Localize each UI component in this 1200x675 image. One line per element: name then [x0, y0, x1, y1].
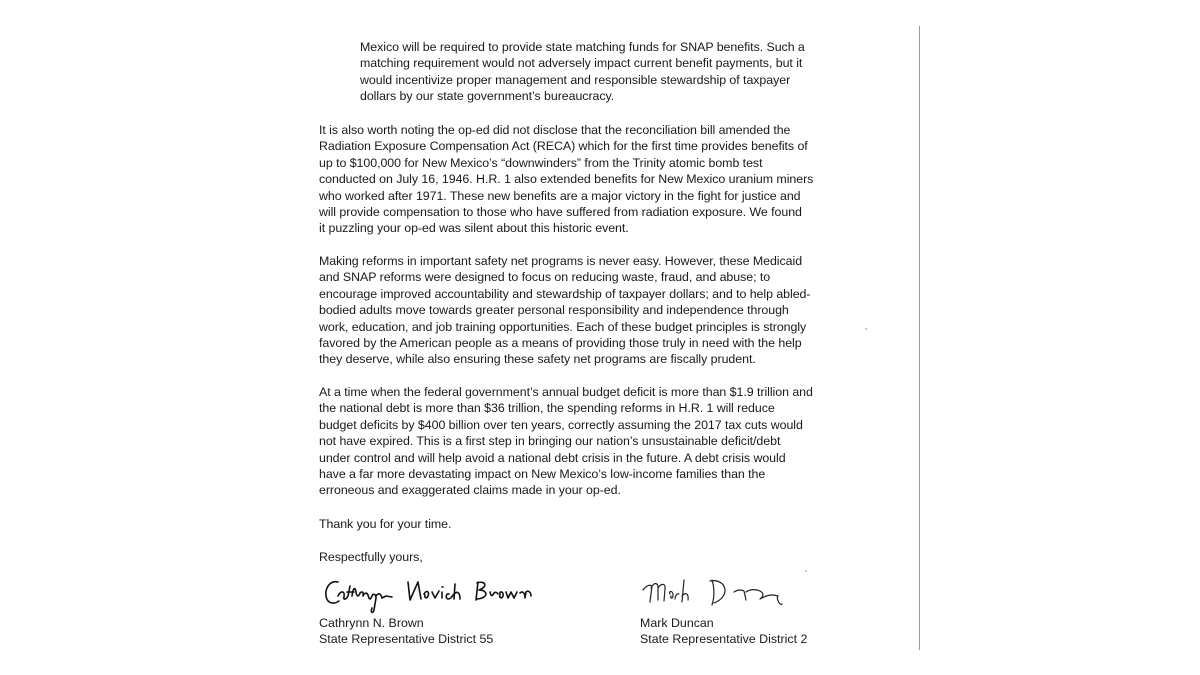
text-line: have a far more devastating impact on New Mexico’s low-income families than the — [319, 467, 766, 482]
signer-name: Mark Duncan — [640, 616, 714, 630]
paragraph-reca — [319, 122, 844, 237]
text-line: Thank you for your time. — [319, 517, 452, 531]
scan-speck — [805, 570, 807, 572]
text-line: dollars by our state government’s bureaucracy. — [360, 89, 615, 104]
text-line: erroneous and exaggerated claims made in your op-ed. — [319, 483, 621, 498]
text-line: bodied adults move towards greater personal responsibility and independence through — [319, 303, 789, 318]
text-line: favored by the American people as a means of providing those truly in need with the help — [319, 336, 802, 351]
text-line: will provide compensation to those who have suffered from radiation exposure. We found — [319, 205, 802, 220]
text-line: they deserve, while also ensuring these safety net programs are fiscally prudent. — [319, 352, 756, 367]
text-line: who worked after 1971. These new benefits are a major victory in the fight for justice and — [319, 188, 801, 203]
quote-paragraph — [360, 39, 840, 105]
text-line: Making reforms in important safety net programs is never easy. However, these Medicaid — [319, 254, 803, 268]
text-line: budget deficits by $400 billion over ten years, correctly assuming the 2017 tax cuts would — [319, 417, 803, 432]
text-line: Respectfully yours, — [319, 550, 423, 564]
text-line: encourage improved accountability and stewardship of taxpayer dollars; and to help abled- — [319, 286, 811, 301]
signer-block-duncan — [640, 615, 807, 648]
signer-name: Cathrynn N. Brown — [319, 616, 424, 630]
signature-duncan — [640, 572, 860, 620]
text-line: the national debt is more than $36 trillion, the spending reforms in H.R. 1 will reduce — [319, 401, 775, 416]
thanks-line — [319, 516, 619, 532]
text-line: under control and will help avoid a national debt crisis in the future. A debt crisis would — [319, 450, 786, 465]
text-line: conducted on July 16, 1946. H.R. 1 also extended benefits for New Mexico uranium miners — [319, 172, 814, 187]
text-line: Radiation Exposure Compensation Act (RECA) which for the first time provides benefits of — [319, 139, 808, 154]
text-line: it puzzling your op-ed was silent about this historic event. — [319, 221, 629, 236]
text-line: At a time when the federal government’s annual budget deficit is more than $1.9 trillion and — [319, 385, 813, 399]
signer-block-brown — [319, 615, 493, 648]
text-line: matching requirement would not adversely impact current benefit payments, but it — [360, 56, 803, 71]
text-line: up to $100,000 for New Mexico’s “downwinders” from the Trinity atomic bomb test — [319, 155, 763, 170]
text-line: It is also worth noting the op-ed did not disclose that the reconciliation bill amended the — [319, 123, 791, 137]
closing-line — [319, 549, 619, 565]
text-line: not have expired. This is a first step in bringing our nation’s unsustainable deficit/debt — [319, 434, 781, 449]
paragraph-reforms — [319, 253, 844, 368]
scan-speck — [865, 328, 867, 330]
signer-title: State Representative District 2 — [640, 632, 808, 647]
signature-brown — [322, 572, 542, 620]
text-line: work, education, and job training opportunities. Each of these budget principles is strongly — [319, 319, 807, 334]
text-line: Mexico will be required to provide state matching funds for SNAP benefits. Such a — [360, 40, 805, 54]
scan-edge-divider — [919, 26, 920, 650]
text-line: and SNAP reforms were designed to focus on reducing waste, fraud, and abuse; to — [319, 270, 771, 285]
paragraph-deficit — [319, 384, 844, 499]
text-line: would incentivize proper management and responsible stewardship of taxpayer — [360, 72, 791, 87]
signer-title: State Representative District 55 — [319, 632, 494, 647]
